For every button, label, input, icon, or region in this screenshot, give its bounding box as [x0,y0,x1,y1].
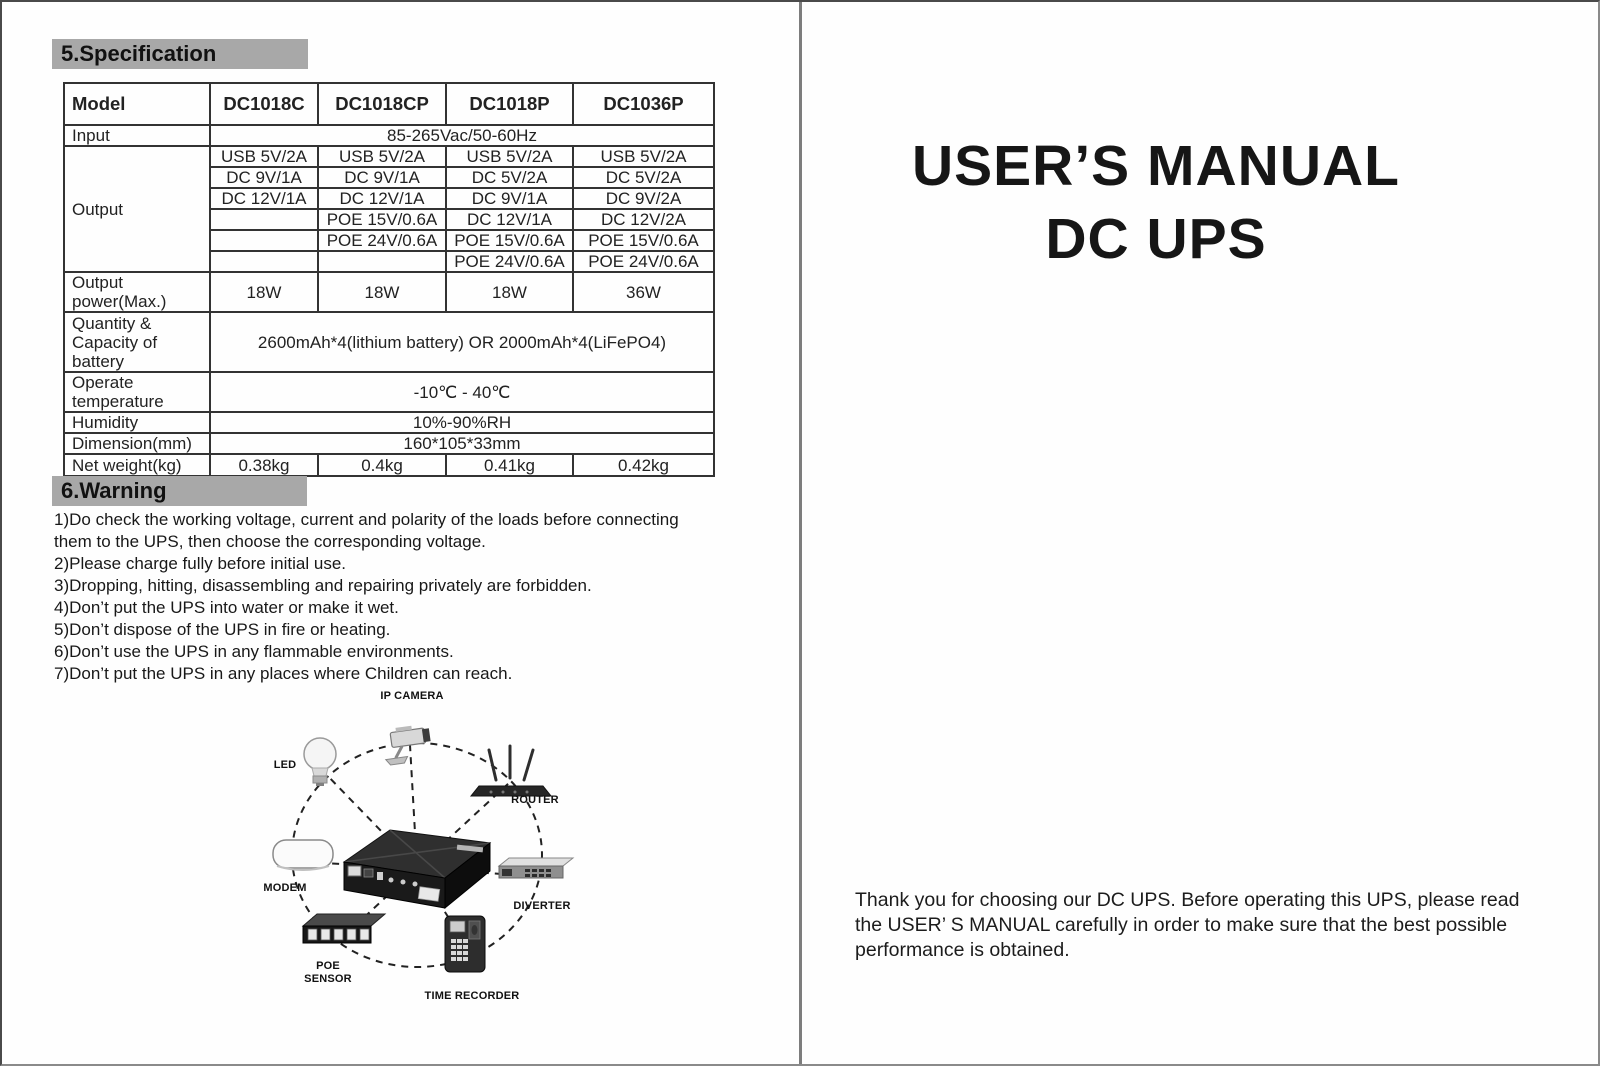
spec-cell: 0.4kg [318,454,446,476]
spec-cell [210,230,318,251]
spec-table [63,82,715,477]
intro-paragraph [855,888,1519,963]
spec-cell: DC 12V/1A [446,209,573,230]
spec-value-humidity: 10%-90%RH [210,412,714,433]
spec-cell: USB 5V/2A [210,146,318,167]
spec-cell: USB 5V/2A [446,146,573,167]
connection-diagram [207,690,627,1020]
spec-label-weight: Net weight(kg) [64,454,210,476]
page-left [2,2,800,1066]
warning-list [54,509,679,685]
spec-cell: 36W [573,272,714,312]
spec-cell: DC 9V/1A [210,167,318,188]
spec-cell: POE 15V/0.6A [446,230,573,251]
spec-cell: POE 24V/0.6A [573,251,714,272]
spec-cell: DC 9V/1A [318,167,446,188]
spec-header-model: Model [64,83,210,125]
spec-cell: DC 9V/1A [446,188,573,209]
warning-section-heading: 6.Warning [52,476,307,506]
manual-title [757,130,1555,276]
spec-cell: DC 12V/1A [210,188,318,209]
modem-icon [273,840,333,870]
spec-cell: POE 15V/0.6A [318,209,446,230]
ip-camera-icon [382,723,434,765]
spec-section-heading: 5.Specification [52,39,308,69]
poe-sensor-label: POE SENSOR [304,960,352,985]
spec-value-dimension: 160*105*33mm [210,433,714,454]
spec-cell: DC 9V/2A [573,188,714,209]
intro-line: the USER’ S MANUAL carefully in order to make sure that the best possible [855,914,1508,936]
spec-cell: USB 5V/2A [573,146,714,167]
warning-line: 5)Don’t dispose of the UPS in fire or heating. [54,620,391,639]
spec-header-dc1018c: DC1018C [210,83,318,125]
warning-line: 2)Please charge fully before initial use. [54,554,346,573]
spec-label-input: Input [64,125,210,146]
spec-row-battery [64,312,714,372]
router-label: ROUTER [511,794,559,806]
spec-cell: 18W [446,272,573,312]
manual-title-line1: USER’S MANUAL [911,134,1400,198]
spec-row-power [64,272,714,312]
warning-line: 1)Do check the working voltage, current and polarity of the loads before connecting [54,510,679,529]
spec-value-temperature: -10℃ - 40℃ [210,372,714,412]
connection-diagram-art [207,690,627,1020]
spec-label-power: Output power(Max.) [64,272,210,312]
modem-label: MODEM [263,882,307,894]
spec-row-weight [64,454,714,476]
warning-line: 3)Dropping, hitting, disassembling and repairing privately are forbidden. [54,576,592,595]
spec-label-battery: Quantity & Capacity of battery [64,312,210,372]
spec-cell: DC 5V/2A [573,167,714,188]
page-fold-divider [799,2,802,1066]
spec-header-dc1036p: DC1036P [573,83,714,125]
spec-cell: 18W [318,272,446,312]
spec-cell: USB 5V/2A [318,146,446,167]
page-right [802,2,1600,1066]
intro-line: performance is obtained. [855,939,1070,961]
spec-row-humidity [64,412,714,433]
spec-cell: POE 15V/0.6A [573,230,714,251]
warning-line: 4)Don’t put the UPS into water or make it wet. [54,598,399,617]
spec-cell: 0.42kg [573,454,714,476]
spec-cell [318,251,446,272]
warning-line: them to the UPS, then choose the corresponding voltage. [54,532,486,551]
spec-cell [210,209,318,230]
time-recorder-label: TIME RECORDER [424,990,520,1002]
spec-cell: 0.41kg [446,454,573,476]
spec-cell: POE 24V/0.6A [446,251,573,272]
manual-title-line2: DC UPS [1045,207,1267,271]
spec-label-dimension: Dimension(mm) [64,433,210,454]
spec-cell: 0.38kg [210,454,318,476]
warning-line: 7)Don’t put the UPS in any places where Children can reach. [54,664,513,683]
spec-label-output: Output [64,146,210,272]
diverter-label: DIVERTER [513,900,571,912]
ip-camera-label: IP CAMERA [380,690,444,702]
spec-cell: POE 24V/0.6A [318,230,446,251]
spec-row-temperature [64,372,714,412]
spec-label-temperature: Operate temperature [64,372,210,412]
led-label: LED [273,759,297,771]
spec-header-dc1018cp: DC1018CP [318,83,446,125]
intro-line: Thank you for choosing our DC UPS. Before operating this UPS, please read [855,889,1520,911]
spec-row-input [64,125,714,146]
spec-cell: DC 5V/2A [446,167,573,188]
spec-header-dc1018p: DC1018P [446,83,573,125]
poe-sensor-icon [303,914,385,943]
spec-cell: 18W [210,272,318,312]
spec-cell: DC 12V/2A [573,209,714,230]
spec-row-output [64,146,714,167]
spec-header-row [64,83,714,125]
spec-row-dimension [64,433,714,454]
router-icon [471,746,551,796]
spec-label-humidity: Humidity [64,412,210,433]
dc-ups-device-image [344,830,490,908]
spec-value-input: 85-265Vac/50-60Hz [210,125,714,146]
time-recorder-icon [445,916,485,972]
spec-cell [210,251,318,272]
spec-cell: DC 12V/1A [318,188,446,209]
diverter-icon [499,858,573,878]
spec-value-battery: 2600mAh*4(lithium battery) OR 2000mAh*4(LiFePO4) [210,312,714,372]
warning-line: 6)Don’t use the UPS in any flammable environments. [54,642,454,661]
